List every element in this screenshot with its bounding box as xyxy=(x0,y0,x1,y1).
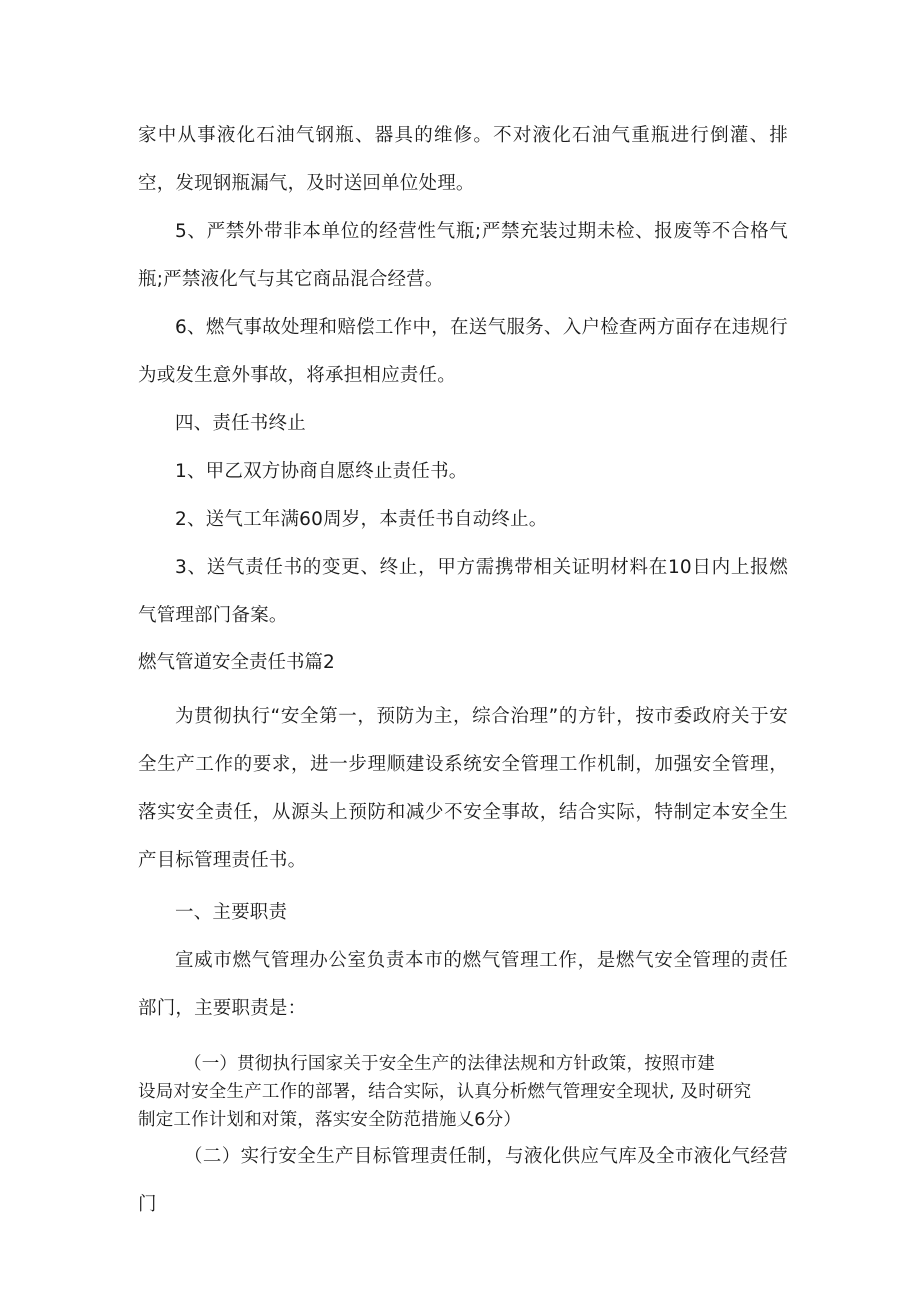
paragraph-office-duties: 宣威市燃气管理办公室负责本市的燃气管理工作，是燃气安全管理的责任部门，主要职责是： xyxy=(138,950,788,1019)
paragraph-duty-2: （二）实行安全生产目标管理责任制，与液化供应气库及全市液化气经营门 xyxy=(138,1146,788,1215)
duty-1-line-3: 制定工作计划和对策，落实安全防范措施乂6分） xyxy=(138,1110,522,1130)
paragraph-lpg-repair: 家中从事液化石油气钢瓶、器具的维修。不对液化石油气重瓶进行倒灌、排空，发现钢瓶漏气，及时送回单位处理。 xyxy=(138,125,788,194)
duty-1-line-2: 设局对安全生产工作的部署，结合实际，认真分析燃气管理安全现状, 及时研究 xyxy=(138,1082,752,1102)
paragraph-intro: 为贯彻执行“安全第一，预防为主，综合治理”的方针，按市委政府关于安全生产工作的要求，进一步理顺建设系统安全管理工作机制，加强安全管理，落实安全责任，从源头上预防和减少不安全事故，结合实际，特制定本安全生产目标管理责任书。 xyxy=(138,706,788,871)
paragraph-item-6: 6、燃气事故处理和赔偿工作中，在送气服务、入户检查两方面存在违规行为或发生意外事故，将承担相应责任。 xyxy=(138,317,788,386)
section-heading-duties: 一、主要职责 xyxy=(175,902,288,923)
paragraph-item-5: 5、严禁外带非本单位的经营性气瓶;严禁充装过期未检、报废等不合格气瓶;严禁液化气与其它商品混合经营。 xyxy=(138,221,788,290)
paragraph-termination-2: 2、送气工年满60周岁，本责任书自动终止。 xyxy=(175,509,548,530)
duty-1-line-1: （一）贯彻执行国家关于安全生产的法律法规和方针政策，按照市建 xyxy=(184,1054,715,1074)
paragraph-termination-3: 3、送气责任书的变更、终止，甲方需携带相关证明材料在10日内上报燃气管理部门备案。 xyxy=(138,557,788,626)
paragraph-duty-1 xyxy=(138,1050,788,1134)
section-heading-termination: 四、责任书终止 xyxy=(175,413,306,434)
article-title-part-2: 燃气管道安全责任书篇2 xyxy=(138,652,335,673)
paragraph-termination-1: 1、甲乙双方协商自愿终止责任书。 xyxy=(175,461,468,482)
